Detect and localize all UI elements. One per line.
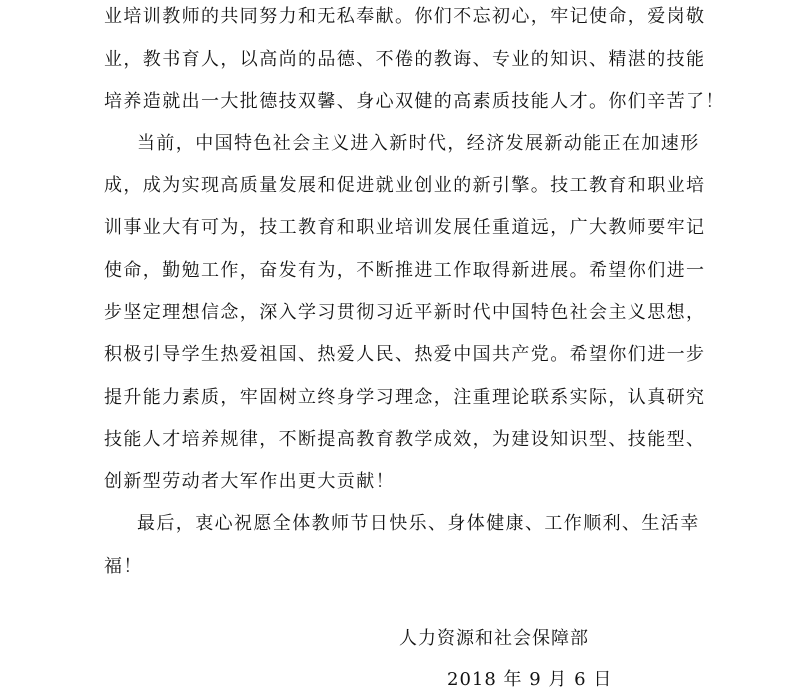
body-line: 业，教书育人，以高尚的品德、不倦的教诲、专业的知识、精湛的技能 — [104, 49, 706, 70]
body-line: 提升能力素质，牢固树立终身学习理念，注重理论联系实际，认真研究 — [104, 387, 706, 408]
body-line: 成，成为实现高质量发展和促进就业创业的新引擎。技工教育和职业培 — [104, 175, 706, 196]
body-line: 积极引导学生热爱祖国、热爱人民、热爱中国共产党。希望你们进一步 — [104, 344, 706, 365]
paragraph-start-line: 最后，衷心祝愿全体教师节日快乐、身体健康、工作顺利、生活幸 — [137, 513, 700, 534]
body-line: 培养造就出一大批德技双馨、身心双健的高素质技能人才。你们辛苦了！ — [104, 91, 725, 112]
signature-date: 2018 年 9 月 6 日 — [447, 669, 613, 690]
body-line: 技能人才培养规律，不断提高教育教学成效，为建设知识型、技能型、 — [104, 429, 706, 450]
body-line: 福！ — [104, 556, 143, 577]
body-line: 使命，勤勉工作，奋发有为，不断推进工作取得新进展。希望你们进一 — [104, 260, 706, 281]
body-line: 创新型劳动者大军作出更大贡献！ — [104, 471, 395, 492]
signature-organization: 人力资源和社会保障部 — [399, 628, 589, 649]
body-line: 训事业大有可为，技工教育和职业培训发展任重道远，广大教师要牢记 — [104, 217, 706, 238]
body-line: 业培训教师的共同努力和无私奉献。你们不忘初心，牢记使命，爱岗敬 — [104, 6, 706, 27]
body-line: 步坚定理想信念，深入学习贯彻习近平新时代中国特色社会主义思想， — [104, 302, 706, 323]
paragraph-start-line: 当前，中国特色社会主义进入新时代，经济发展新动能正在加速形 — [137, 133, 700, 154]
